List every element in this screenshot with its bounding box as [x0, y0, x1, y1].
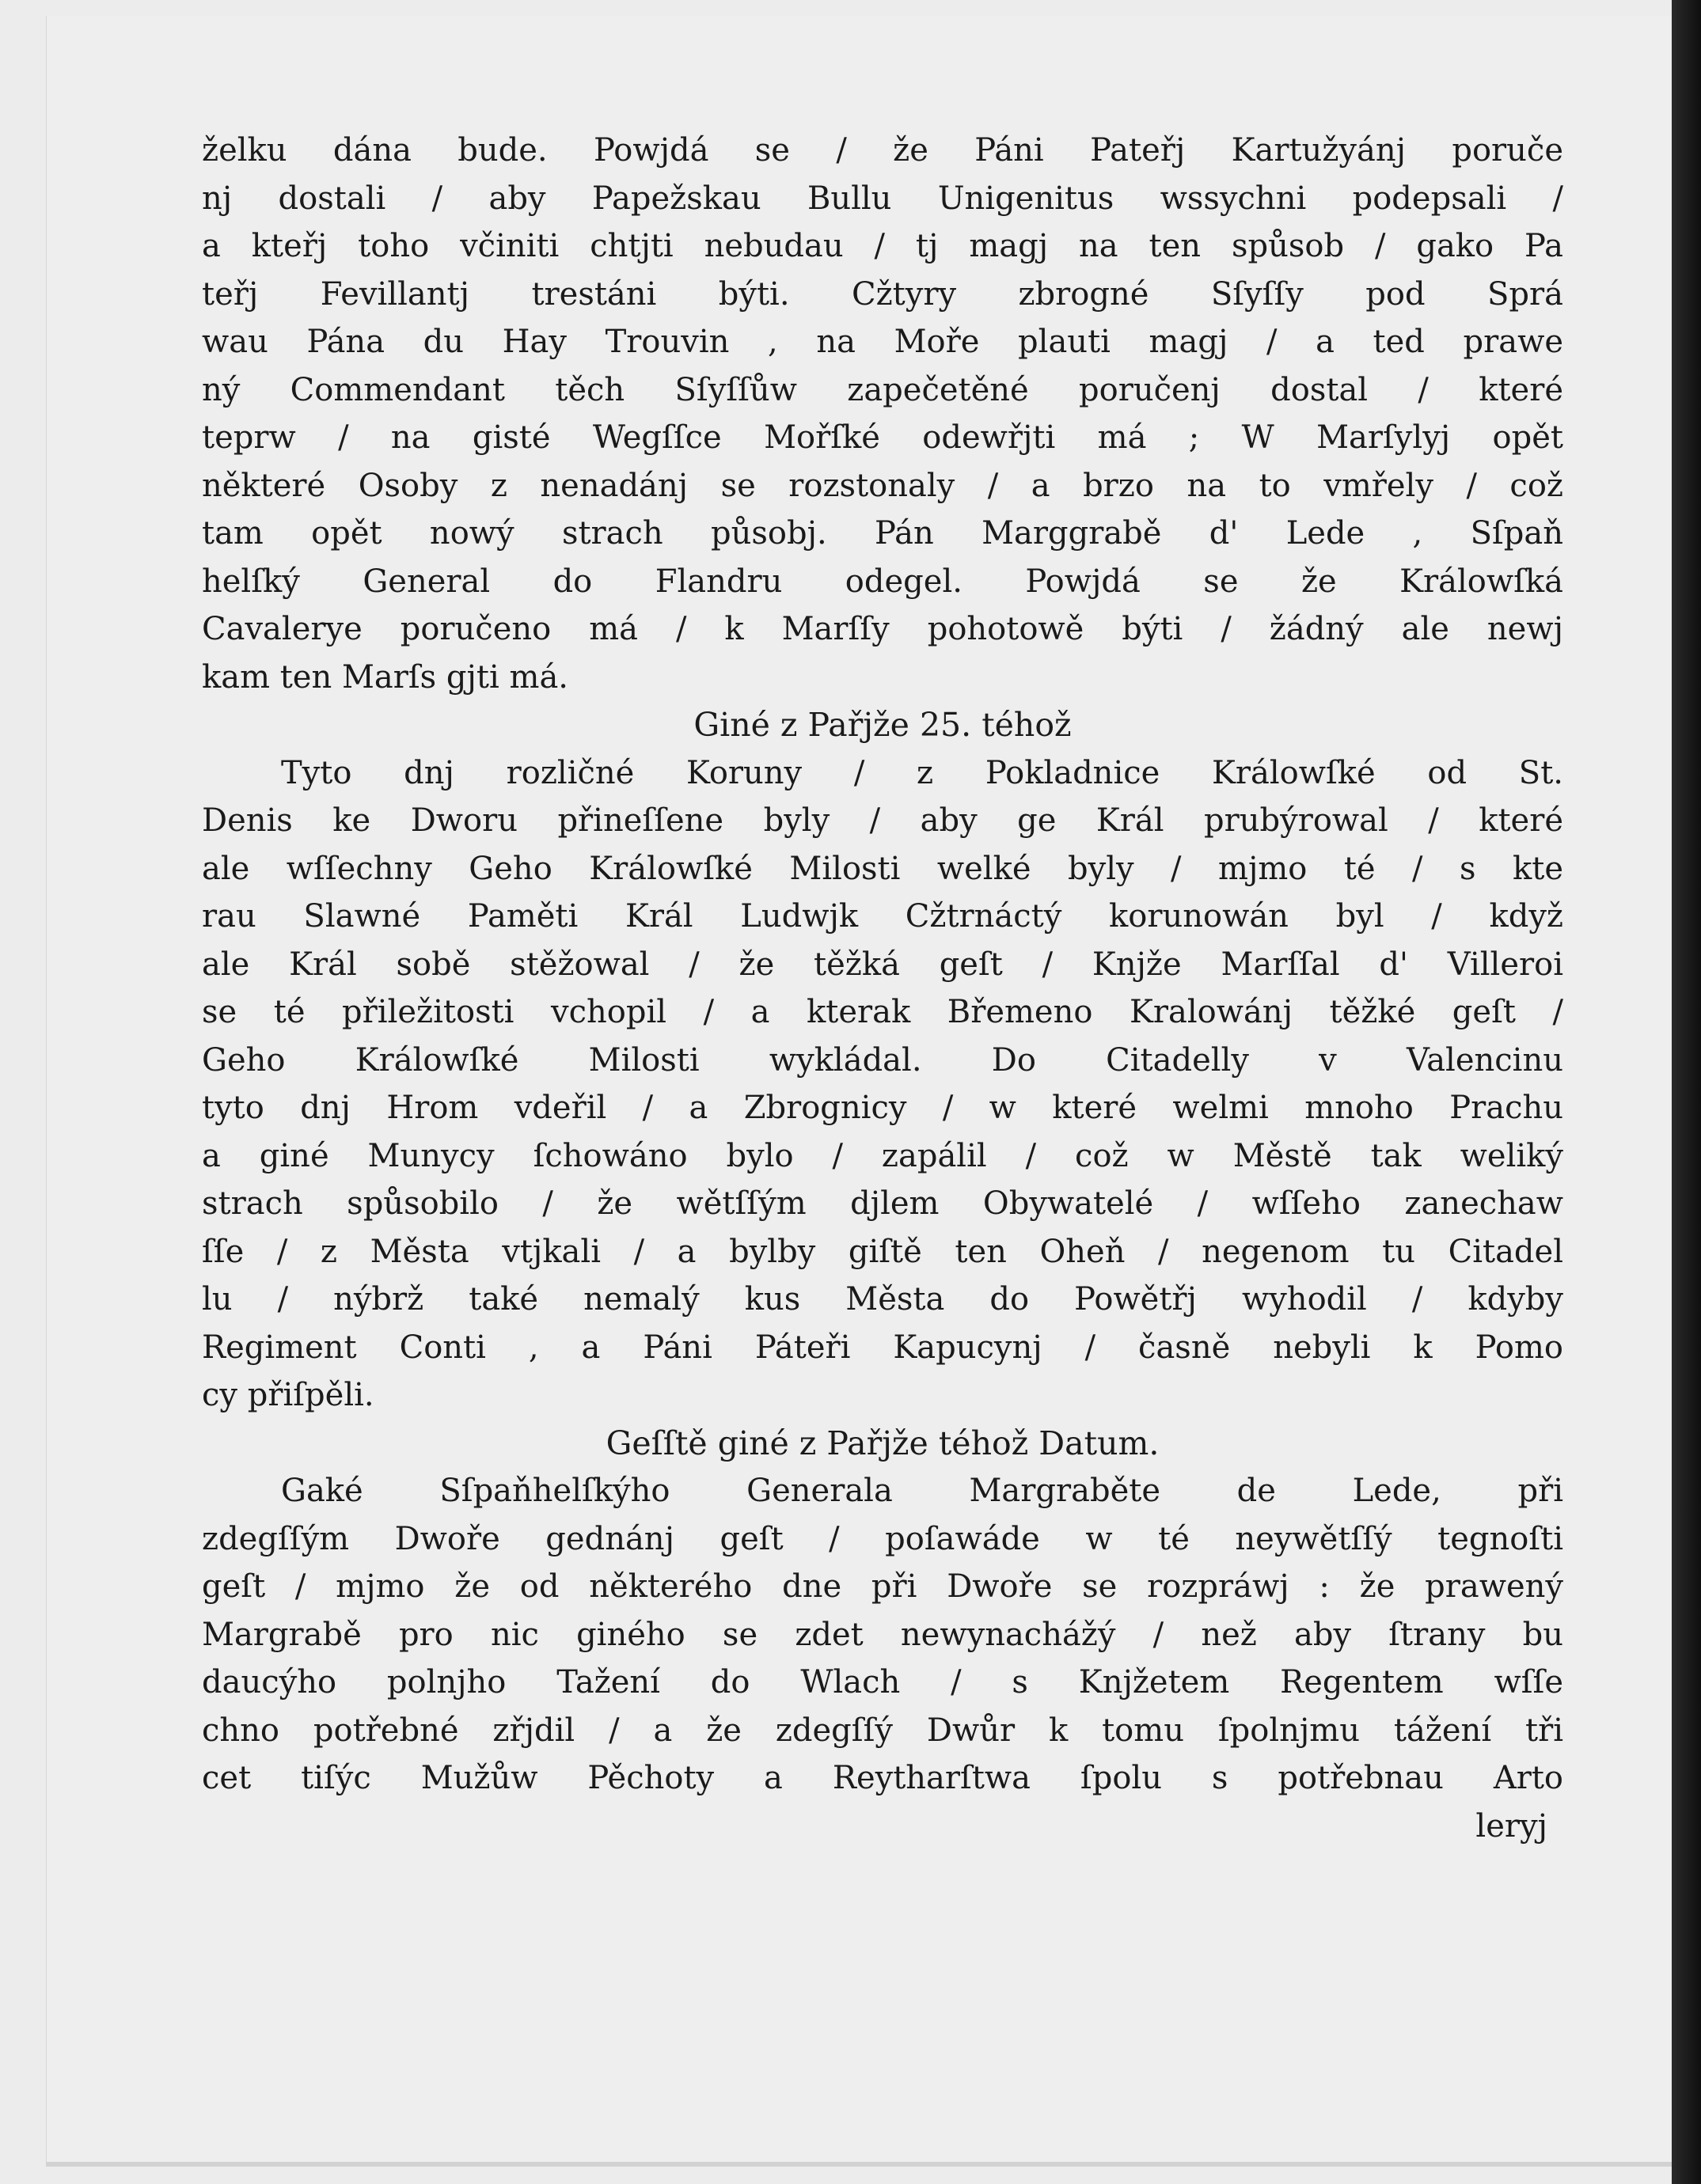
text-line: Gaké Sſpaňhelſkýho Generala Margraběte de Lede, při	[281, 1473, 1563, 1509]
paper-bottom-edge	[46, 2162, 1672, 2167]
text-line: nj dostali / aby Papežskau Bullu Unigenitus wssychni podepsali /	[202, 180, 1563, 217]
catchword: leryj	[1475, 1807, 1547, 1845]
text-line: Geho Králowſké Milosti wykládal. Do Citadelly v Valencinu	[202, 1041, 1563, 1079]
text-line: Tyto dnj rozličné Koruny / z Pokladnice Králowſké od St.	[281, 754, 1563, 791]
text-line: cy přiſpěli.	[202, 1377, 374, 1413]
text-line: kam ten Marſs gjti má.	[202, 658, 569, 696]
section-heading: Giné z Pařjže 25. téhož	[693, 706, 1072, 744]
text-line: strach spůsobilo / že wětſſým djlem Obywatelé / wſſeho zanechaw	[202, 1185, 1563, 1222]
text-line: ale Král sobě stěžowal / že těžká geſt / Knjže Marſſal d' Villeroi	[202, 946, 1563, 983]
text-line: Margrabě pro nic giného se zdet newynachážý / než aby ſtrany bu	[202, 1616, 1563, 1653]
text-line: tam opět nowý strach působj. Pán Marggrabě d' Lede , Sſpaň	[202, 515, 1563, 552]
text-line: helſký General do Flandru odegel. Powjdá se že Králowſká	[202, 563, 1563, 600]
text-line: tyto dnj Hrom vdeřil / a Zbrognicy / w které welmi mnoho Prachu	[202, 1090, 1563, 1126]
text-line: zdegſſým Dwoře gednánj geſt / poſawáde w té neywětſſý tegnoſti	[202, 1520, 1563, 1557]
book-edge	[1672, 0, 1701, 2184]
text-line: Denis ke Dworu přineſſene byly / aby ge Král prubýrowal / které	[202, 802, 1563, 839]
text-line: některé Osoby z nenadánj se rozstonaly / a brzo na to vmřely / což	[202, 467, 1563, 504]
text-line: Cavalerye poručeno má / k Marſſy pohotowě býti / žádný ale newj	[202, 611, 1563, 647]
text-line: ſſe / z Města vtjkali / a bylby giſtě ten Oheň / negenom tu Citadel	[202, 1233, 1563, 1270]
text-line: teřj Fevillantj trestáni býti. Cžtyry zbrogné Sſyſſy pod Sprá	[202, 275, 1563, 313]
text-line: ale wſſechny Geho Králowſké Milosti welké byly / mjmo té / s kte	[202, 850, 1563, 887]
text-line: Regiment Conti , a Páni Páteři Kapucynj / časně nebyli k Pomo	[202, 1329, 1563, 1366]
text-line: rau Slawné Paměti Král Ludwjk Cžtrnáctý korunowán byl / když	[202, 898, 1563, 935]
text-line: a giné Munycy ſchowáno bylo / zapálil / což w Městě tak weliký	[202, 1137, 1563, 1174]
text-line: a kteřj toho včiniti chtjti nebudau / tj magj na ten spůsob / gako Pa	[202, 228, 1563, 264]
text-line: wau Pána du Hay Trouvin , na Moře plauti magj / a ted prawe	[202, 324, 1563, 360]
text-line: cet tiſýc Mužůw Pěchoty a Reytharſtwa ſpolu s potřebnau Arto	[202, 1760, 1563, 1796]
text-line: se té přiležitosti vchopil / a kterak Břemeno Kralowánj těžké geſt /	[202, 994, 1563, 1030]
text-line: geſt / mjmo že od některého dne při Dwoře se rozpráwj : že prawený	[202, 1568, 1563, 1605]
page-body-text	[202, 127, 1563, 1850]
text-line: daucýho polnjho Tažení do Wlach / s Knjžetem Regentem wſſe	[202, 1664, 1563, 1701]
text-line: lu / nýbrž také nemalý kus Města do Powětřj wyhodil / kdyby	[202, 1281, 1563, 1318]
text-line: ný Commendant těch Sſyſſůw zapečetěné poručenj dostal / které	[202, 371, 1563, 408]
text-line: želku dána bude. Powjdá se / že Páni Pateřj Kartužyánj poruče	[202, 132, 1563, 169]
text-line: chno potřebné zřjdil / a že zdegſſý Dwůr k tomu ſpolnjmu tážení tři	[202, 1712, 1563, 1749]
section-heading: Geſſtě giné z Pařjže téhož Datum.	[606, 1424, 1160, 1462]
text-line: teprw / na gisté Wegſſce Mořſké odewřjti má ; W Marſylyj opět	[202, 419, 1563, 456]
